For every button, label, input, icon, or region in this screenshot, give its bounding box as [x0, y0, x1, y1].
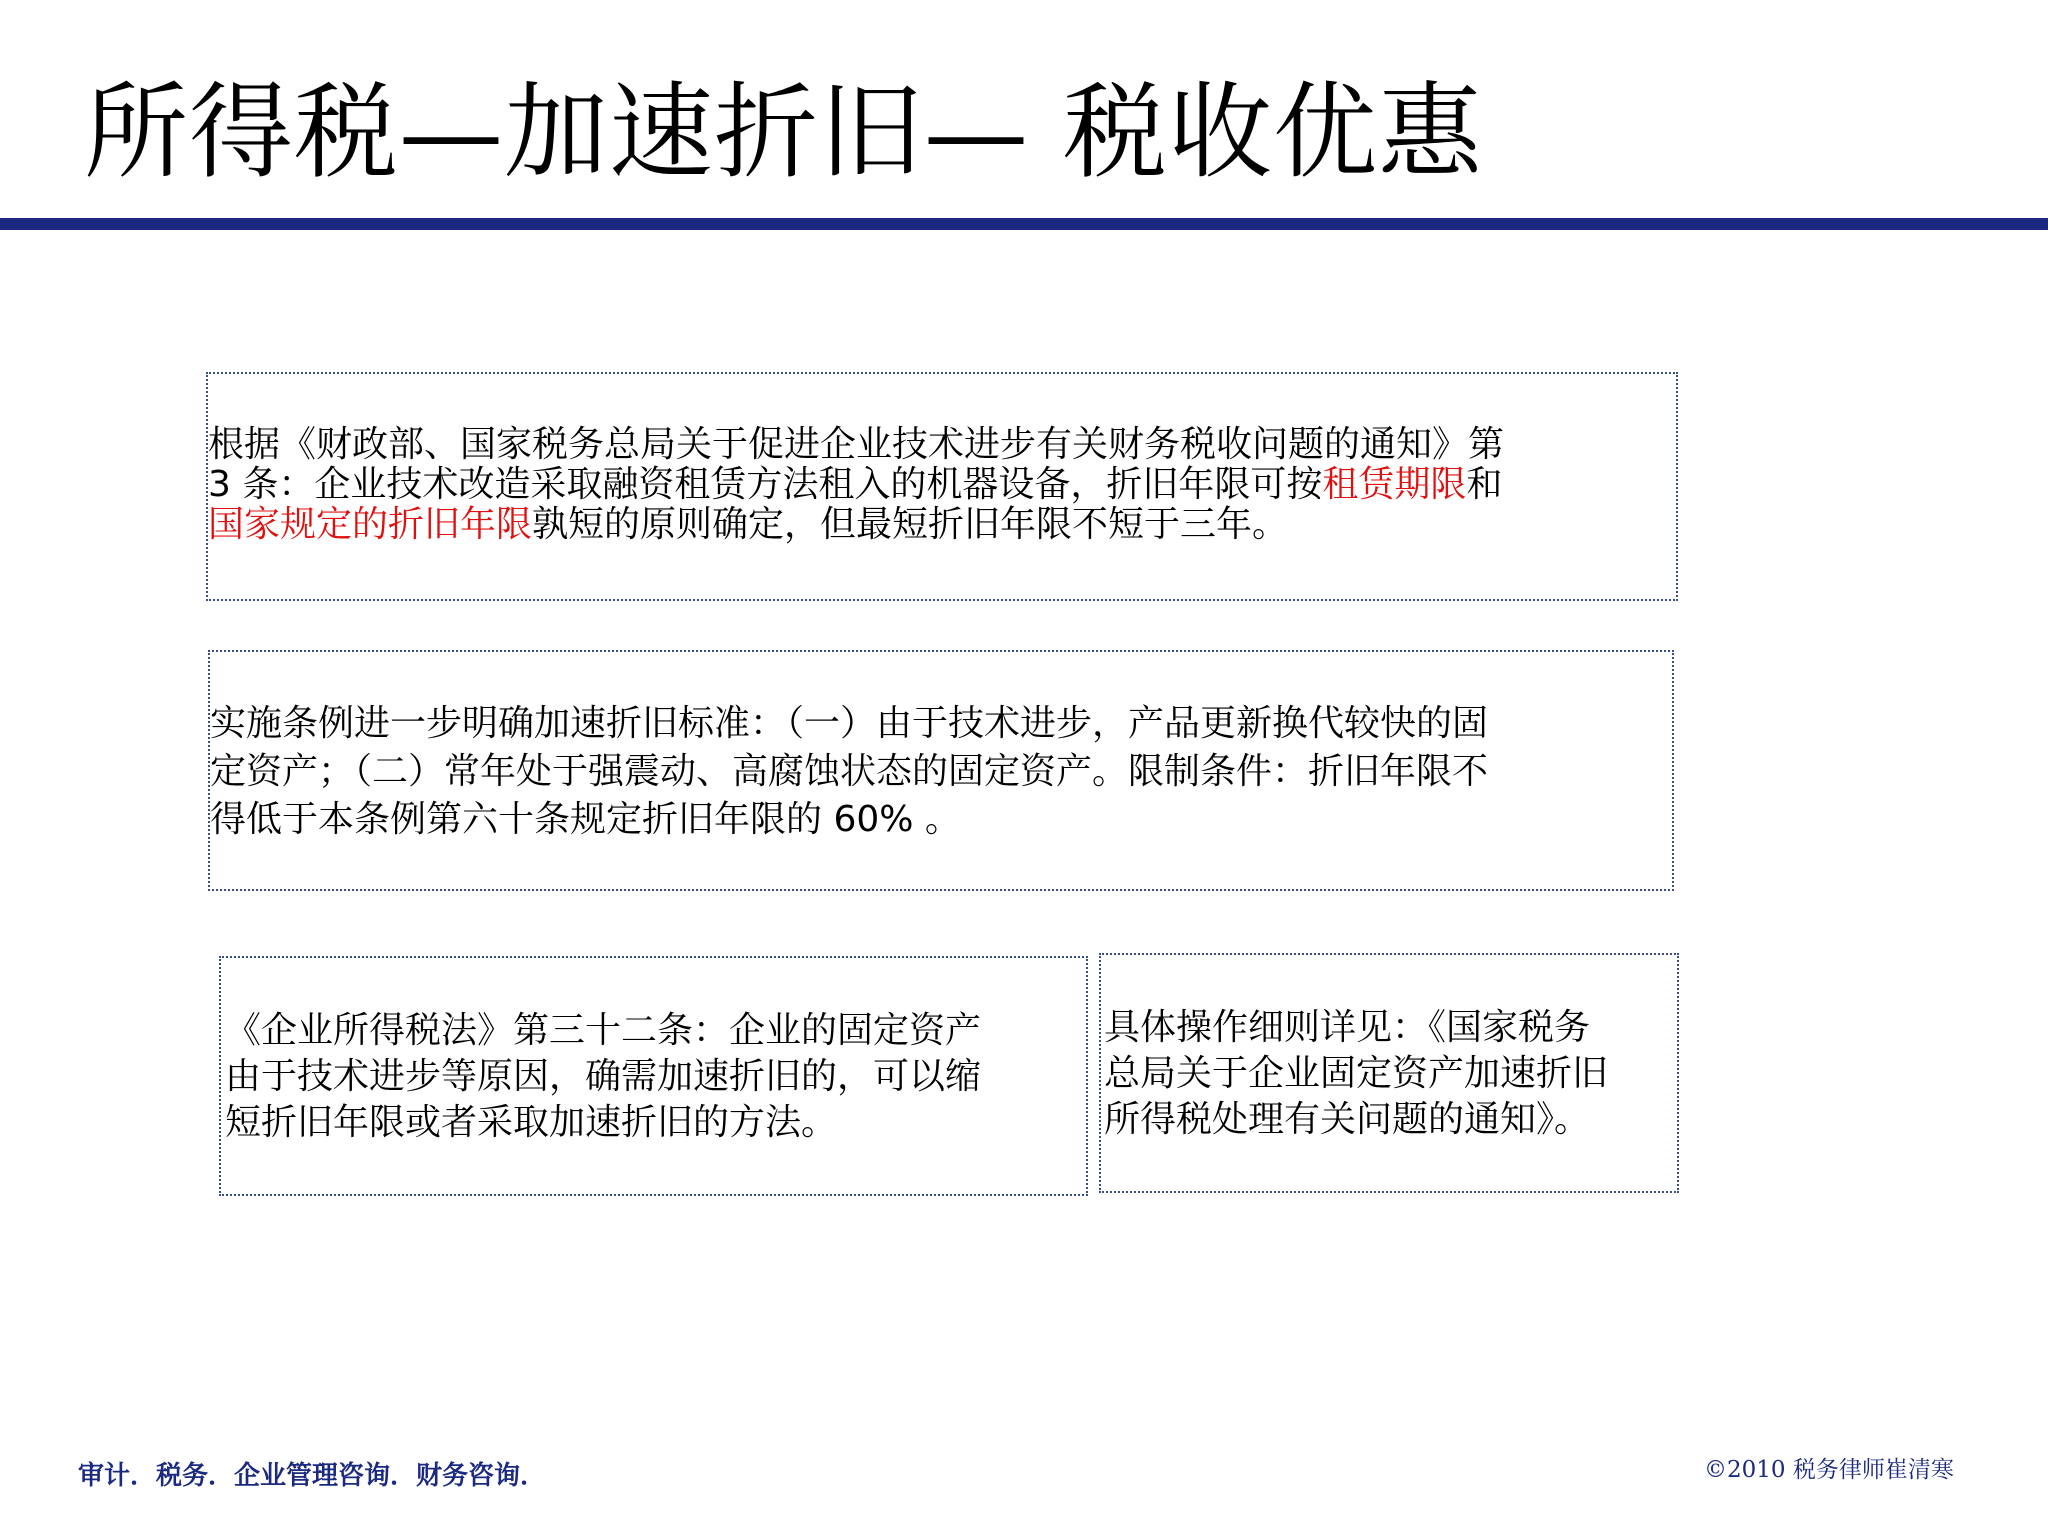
law-line-1: 《企业所得税法》第三十二条：企业的固定资产	[225, 1010, 982, 1051]
details-box	[1099, 953, 1679, 1193]
title-rule	[0, 218, 2048, 230]
notice-line-3	[208, 505, 1504, 545]
details-line-3: 所得税处理有关问题的通知》。	[1104, 1099, 1591, 1140]
law-text	[225, 1008, 981, 1146]
lease-term-highlight: 租赁期限	[1322, 464, 1467, 505]
footer-copyright: ©2010 税务律师崔清寒	[1704, 1457, 1954, 1483]
regulation-box	[208, 650, 1674, 891]
regulation-text	[210, 700, 1488, 844]
notice-box	[206, 372, 1678, 601]
regulation-line-2: 定资产；（二）常年处于强震动、高腐蚀状态的固定资产。限制条件：折旧年限不	[210, 751, 1489, 792]
details-line-2: 总局关于企业固定资产加速折旧	[1104, 1053, 1609, 1094]
law-box	[219, 956, 1088, 1196]
law-line-3: 短折旧年限或者采取加速折旧的方法。	[225, 1102, 838, 1143]
statutory-life-highlight: 国家规定的折旧年限	[208, 504, 533, 545]
notice-line-2	[208, 465, 1504, 505]
notice-line-3-end: 孰短的原则确定，但最短折旧年限不短于三年。	[532, 504, 1289, 545]
details-text	[1104, 1005, 1608, 1143]
notice-line-2-end: 和	[1466, 464, 1503, 505]
notice-text	[208, 425, 1504, 545]
details-line-1: 具体操作细则详见：《国家税务	[1104, 1007, 1591, 1048]
regulation-line-3: 得低于本条例第六十条规定折旧年限的 60% 。	[210, 799, 961, 840]
law-line-2: 由于技术进步等原因，确需加速折旧的，可以缩	[225, 1056, 982, 1097]
notice-line-1: 根据《财政部、国家税务总局关于促进企业技术进步有关财务税收问题的通知》第	[208, 424, 1505, 465]
regulation-line-1: 实施条例进一步明确加速折旧标准：（一）由于技术进步，产品更新换代较快的固	[210, 703, 1489, 744]
footer-services: 审计．税务．企业管理咨询．财务咨询．	[78, 1461, 547, 1491]
slide-title: 所得税—加速折旧— 税收优惠	[84, 71, 1484, 193]
notice-line-2-start: 3 条：企业技术改造采取融资租赁方法租入的机器设备，折旧年限可按	[208, 464, 1323, 505]
